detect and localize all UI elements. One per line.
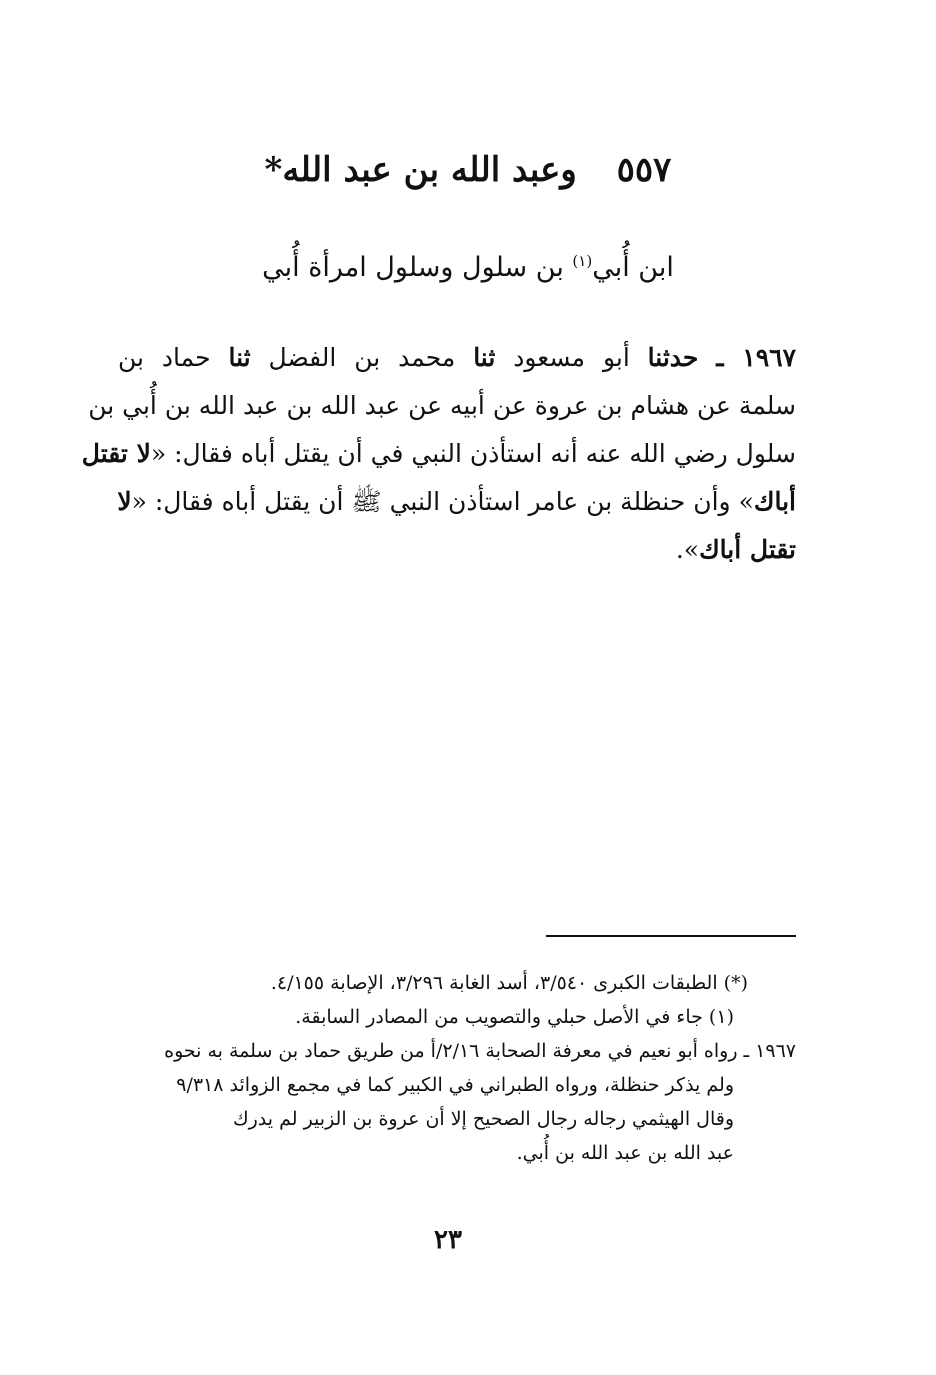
footnote-divider xyxy=(546,935,796,937)
hadith-line-4 xyxy=(118,478,796,526)
hadith-line-5 xyxy=(118,526,796,574)
chapter-subheading xyxy=(180,252,756,283)
footnote-hadith-line-2: ولم يذكر حنظلة، ورواه الطبراني في الكبير كما في مجمع الزوائد ٩/٣١٨ xyxy=(176,1074,734,1096)
footnote-one: (١) جاء في الأصل حبلي والتصويب من المصادر السابقة. xyxy=(295,1006,734,1028)
subheading-part2: بن سلول وسلول امرأة أُبي xyxy=(262,252,573,283)
footnotes xyxy=(118,966,796,1170)
prophet-saying: لا تقتل xyxy=(81,439,151,468)
prophet-saying: أباك xyxy=(753,487,796,516)
hadith-line-1 xyxy=(118,334,796,382)
prophet-saying: تقتل أباك xyxy=(699,535,796,564)
prophet-saying: لا xyxy=(117,487,132,516)
hadith-number: ١٩٦٧ ـ xyxy=(716,343,797,372)
narration-term: ثنا xyxy=(473,343,496,372)
narration-term: ثنا xyxy=(228,343,251,372)
footnote-ref: (١) xyxy=(572,252,593,270)
narrator-text: حماد بن xyxy=(118,343,229,372)
narration-term: حدثنا xyxy=(647,343,699,372)
hadith-text xyxy=(81,334,797,574)
subheading-part1: ابن أُبي xyxy=(592,252,674,283)
footnote-star: (*) الطبقات الكبرى ٣/٥٤٠، أسد الغابة ٣/٢٩٦، الإصابة ٤/١٥٥. xyxy=(270,972,748,994)
hadith-text-segment: » وأن حنظلة بن عامر استأذن النبي ﷺ أن يقتل أباه فقال: « xyxy=(131,487,754,516)
hadith-text-segment: ». xyxy=(675,535,700,564)
hadith-text-segment: سلول رضي الله عنه أنه استأذن النبي في أن يقتل أباه فقال: « xyxy=(150,439,796,468)
narrator-text: أبو مسعود xyxy=(495,343,648,372)
hadith-line-2: سلمة عن هشام بن عروة عن أبيه عن عبد الله بن عبد الله بن أُبي بن xyxy=(88,391,796,420)
footnote-hadith-line-3: وقال الهيثمي رجاله رجال الصحيح إلا أن عروة بن الزبير لم يدرك xyxy=(232,1108,734,1130)
hadith-line-3 xyxy=(81,430,796,478)
chapter-number: ٥٥٧ xyxy=(616,150,672,190)
narrator-text: محمد بن الفضل xyxy=(250,343,474,372)
footnote-hadith-line-1: ١٩٦٧ ـ رواه أبو نعيم في معرفة الصحابة ٢/١٦/أ من طريق حماد بن سلمة به نحوه xyxy=(164,1040,796,1062)
chapter-title: وعبد الله بن عبد الله* xyxy=(264,150,577,190)
page-number: ٢٣ xyxy=(434,1225,462,1255)
chapter-heading xyxy=(200,150,736,190)
footnote-hadith-line-4: عبد الله بن عبد الله بن أُبي. xyxy=(516,1142,734,1164)
